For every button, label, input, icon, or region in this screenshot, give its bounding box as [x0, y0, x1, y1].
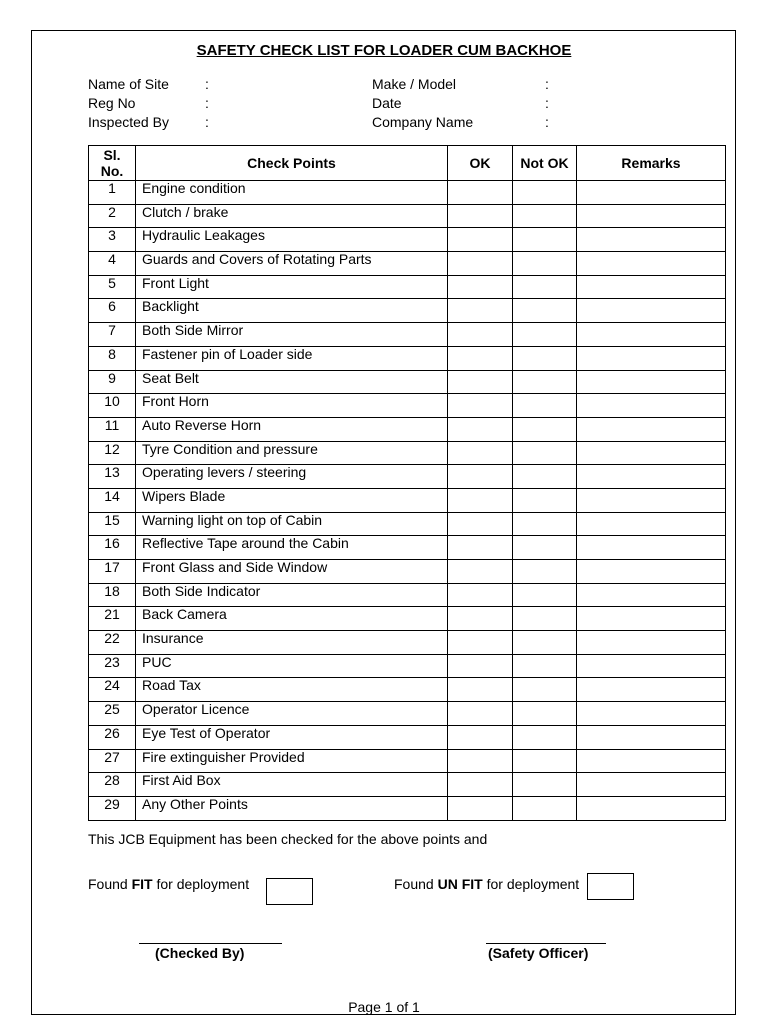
table-row: [89, 465, 726, 489]
row-remarks-cell[interactable]: [577, 346, 726, 370]
make-model-colon: :: [545, 76, 549, 92]
row-check-point: Clutch / brake: [136, 204, 448, 228]
row-remarks-cell[interactable]: [577, 275, 726, 299]
row-not-ok-cell[interactable]: [513, 181, 577, 205]
row-not-ok-cell[interactable]: [513, 346, 577, 370]
safety-officer-signature-line: [486, 943, 606, 944]
col-header-ok: OK: [448, 146, 513, 181]
row-not-ok-cell[interactable]: [513, 512, 577, 536]
row-not-ok-cell[interactable]: [513, 204, 577, 228]
table-row: [89, 394, 726, 418]
row-not-ok-cell[interactable]: [513, 252, 577, 276]
row-check-point: PUC: [136, 654, 448, 678]
row-number: 22: [89, 631, 136, 655]
col-header-not-ok: Not OK: [513, 146, 577, 181]
row-ok-cell[interactable]: [448, 441, 513, 465]
row-not-ok-cell[interactable]: [513, 631, 577, 655]
table-row: [89, 228, 726, 252]
row-number: 7: [89, 323, 136, 347]
unfit-label: Found UN FIT for deployment: [394, 876, 580, 892]
row-not-ok-cell[interactable]: [513, 678, 577, 702]
row-ok-cell[interactable]: [448, 725, 513, 749]
table-row: [89, 796, 726, 820]
reg-no-colon: :: [205, 95, 209, 111]
row-remarks-cell[interactable]: [577, 417, 726, 441]
row-check-point: Tyre Condition and pressure: [136, 441, 448, 465]
row-remarks-cell[interactable]: [577, 465, 726, 489]
row-ok-cell[interactable]: [448, 181, 513, 205]
row-check-point: Front Horn: [136, 394, 448, 418]
row-number: 6: [89, 299, 136, 323]
table-row: [89, 749, 726, 773]
row-not-ok-cell[interactable]: [513, 654, 577, 678]
row-number: 15: [89, 512, 136, 536]
footer-statement: This JCB Equipment has been checked for the above points and: [88, 831, 488, 847]
row-remarks-cell[interactable]: [577, 370, 726, 394]
row-not-ok-cell[interactable]: [513, 417, 577, 441]
row-number: 17: [89, 560, 136, 584]
name-of-site-colon: :: [205, 76, 209, 92]
fit-checkbox[interactable]: [266, 878, 313, 905]
row-check-point: Insurance: [136, 631, 448, 655]
row-number: 16: [89, 536, 136, 560]
row-number: 3: [89, 228, 136, 252]
row-ok-cell[interactable]: [448, 512, 513, 536]
row-number: 14: [89, 488, 136, 512]
company-name-colon: :: [545, 114, 549, 130]
row-check-point: Fastener pin of Loader side: [136, 346, 448, 370]
row-not-ok-cell[interactable]: [513, 560, 577, 584]
row-check-point: Fire extinguisher Provided: [136, 749, 448, 773]
row-remarks-cell[interactable]: [577, 181, 726, 205]
row-ok-cell[interactable]: [448, 702, 513, 726]
date-label: Date: [372, 95, 402, 111]
row-not-ok-cell[interactable]: [513, 488, 577, 512]
table-row: [89, 512, 726, 536]
page-number: Page 1 of 1: [348, 999, 420, 1015]
table-row: [89, 702, 726, 726]
row-number: 4: [89, 252, 136, 276]
table-row: [89, 275, 726, 299]
table-row: [89, 252, 726, 276]
table-row: [89, 678, 726, 702]
table-row: [89, 725, 726, 749]
table-header-row: [89, 146, 726, 181]
col-header-sl-no: Sl. No.: [89, 146, 136, 181]
row-ok-cell[interactable]: [448, 417, 513, 441]
row-not-ok-cell[interactable]: [513, 441, 577, 465]
row-remarks-cell[interactable]: [577, 749, 726, 773]
row-ok-cell[interactable]: [448, 607, 513, 631]
table-row: [89, 323, 726, 347]
row-remarks-cell[interactable]: [577, 560, 726, 584]
row-not-ok-cell[interactable]: [513, 773, 577, 797]
row-not-ok-cell[interactable]: [513, 725, 577, 749]
row-check-point: Auto Reverse Horn: [136, 417, 448, 441]
table-row: [89, 181, 726, 205]
row-remarks-cell[interactable]: [577, 536, 726, 560]
row-ok-cell[interactable]: [448, 394, 513, 418]
row-remarks-cell[interactable]: [577, 702, 726, 726]
row-ok-cell[interactable]: [448, 346, 513, 370]
table-row: [89, 346, 726, 370]
row-remarks-cell[interactable]: [577, 654, 726, 678]
row-ok-cell[interactable]: [448, 678, 513, 702]
row-number: 29: [89, 796, 136, 820]
row-not-ok-cell[interactable]: [513, 394, 577, 418]
table-row: [89, 583, 726, 607]
table-row: [89, 441, 726, 465]
row-not-ok-cell[interactable]: [513, 536, 577, 560]
row-number: 9: [89, 370, 136, 394]
row-check-point: Operator Licence: [136, 702, 448, 726]
row-remarks-cell[interactable]: [577, 512, 726, 536]
row-number: 13: [89, 465, 136, 489]
row-not-ok-cell[interactable]: [513, 583, 577, 607]
row-ok-cell[interactable]: [448, 370, 513, 394]
table-row: [89, 631, 726, 655]
inspected-by-colon: :: [205, 114, 209, 130]
inspected-by-label: Inspected By: [88, 114, 169, 130]
row-ok-cell[interactable]: [448, 536, 513, 560]
row-remarks-cell[interactable]: [577, 583, 726, 607]
row-number: 25: [89, 702, 136, 726]
row-number: 2: [89, 204, 136, 228]
row-ok-cell[interactable]: [448, 252, 513, 276]
row-check-point: Wipers Blade: [136, 488, 448, 512]
row-remarks-cell[interactable]: [577, 252, 726, 276]
checked-by-label: (Checked By): [155, 945, 245, 961]
row-check-point: Operating levers / steering: [136, 465, 448, 489]
row-not-ok-cell[interactable]: [513, 465, 577, 489]
row-number: 1: [89, 181, 136, 205]
table-row: [89, 370, 726, 394]
row-number: 8: [89, 346, 136, 370]
checked-by-signature-line: [139, 943, 282, 944]
row-remarks-cell[interactable]: [577, 607, 726, 631]
table-row: [89, 488, 726, 512]
row-remarks-cell[interactable]: [577, 299, 726, 323]
row-check-point: Front Light: [136, 275, 448, 299]
row-ok-cell[interactable]: [448, 323, 513, 347]
row-not-ok-cell[interactable]: [513, 228, 577, 252]
table-row: [89, 654, 726, 678]
row-check-point: Both Side Mirror: [136, 323, 448, 347]
row-check-point: Front Glass and Side Window: [136, 560, 448, 584]
row-ok-cell[interactable]: [448, 749, 513, 773]
row-remarks-cell[interactable]: [577, 204, 726, 228]
row-remarks-cell[interactable]: [577, 488, 726, 512]
row-ok-cell[interactable]: [448, 488, 513, 512]
row-ok-cell[interactable]: [448, 631, 513, 655]
row-check-point: Back Camera: [136, 607, 448, 631]
row-number: 27: [89, 749, 136, 773]
fit-label: Found FIT for deployment: [88, 876, 250, 892]
row-number: 12: [89, 441, 136, 465]
table-row: [89, 607, 726, 631]
table-row: [89, 536, 726, 560]
row-number: 5: [89, 275, 136, 299]
row-check-point: Guards and Covers of Rotating Parts: [136, 252, 448, 276]
row-check-point: Eye Test of Operator: [136, 725, 448, 749]
row-check-point: Any Other Points: [136, 796, 448, 820]
col-header-check-points: Check Points: [136, 146, 448, 181]
document-title: SAFETY CHECK LIST FOR LOADER CUM BACKHOE: [196, 42, 572, 59]
row-check-point: Warning light on top of Cabin: [136, 512, 448, 536]
safety-officer-label: (Safety Officer): [488, 945, 589, 961]
row-remarks-cell[interactable]: [577, 394, 726, 418]
row-ok-cell[interactable]: [448, 228, 513, 252]
row-remarks-cell[interactable]: [577, 323, 726, 347]
row-not-ok-cell[interactable]: [513, 607, 577, 631]
row-not-ok-cell[interactable]: [513, 275, 577, 299]
checklist-table: [88, 145, 726, 821]
col-header-remarks: Remarks: [577, 146, 726, 181]
unfit-checkbox[interactable]: [587, 873, 634, 900]
row-number: 10: [89, 394, 136, 418]
table-row: [89, 560, 726, 584]
row-number: 26: [89, 725, 136, 749]
row-number: 24: [89, 678, 136, 702]
name-of-site-label: Name of Site: [88, 76, 169, 92]
row-check-point: Both Side Indicator: [136, 583, 448, 607]
row-number: 21: [89, 607, 136, 631]
row-remarks-cell[interactable]: [577, 631, 726, 655]
row-number: 11: [89, 417, 136, 441]
row-remarks-cell[interactable]: [577, 441, 726, 465]
row-check-point: Seat Belt: [136, 370, 448, 394]
row-remarks-cell[interactable]: [577, 228, 726, 252]
row-ok-cell[interactable]: [448, 773, 513, 797]
table-row: [89, 773, 726, 797]
row-not-ok-cell[interactable]: [513, 796, 577, 820]
row-not-ok-cell[interactable]: [513, 370, 577, 394]
table-row: [89, 299, 726, 323]
row-remarks-cell[interactable]: [577, 796, 726, 820]
row-ok-cell[interactable]: [448, 583, 513, 607]
date-colon: :: [545, 95, 549, 111]
row-not-ok-cell[interactable]: [513, 749, 577, 773]
table-row: [89, 417, 726, 441]
row-check-point: Hydraulic Leakages: [136, 228, 448, 252]
reg-no-label: Reg No: [88, 95, 136, 111]
row-not-ok-cell[interactable]: [513, 299, 577, 323]
table-row: [89, 204, 726, 228]
row-check-point: Reflective Tape around the Cabin: [136, 536, 448, 560]
row-remarks-cell[interactable]: [577, 725, 726, 749]
row-check-point: First Aid Box: [136, 773, 448, 797]
row-remarks-cell[interactable]: [577, 678, 726, 702]
row-number: 18: [89, 583, 136, 607]
row-ok-cell[interactable]: [448, 204, 513, 228]
row-number: 28: [89, 773, 136, 797]
row-check-point: Backlight: [136, 299, 448, 323]
row-not-ok-cell[interactable]: [513, 323, 577, 347]
make-model-label: Make / Model: [372, 76, 457, 92]
row-ok-cell[interactable]: [448, 299, 513, 323]
row-ok-cell[interactable]: [448, 465, 513, 489]
row-remarks-cell[interactable]: [577, 773, 726, 797]
row-ok-cell[interactable]: [448, 796, 513, 820]
company-name-label: Company Name: [372, 114, 474, 130]
row-not-ok-cell[interactable]: [513, 702, 577, 726]
row-check-point: Engine condition: [136, 181, 448, 205]
row-ok-cell[interactable]: [448, 560, 513, 584]
row-number: 23: [89, 654, 136, 678]
row-ok-cell[interactable]: [448, 275, 513, 299]
row-check-point: Road Tax: [136, 678, 448, 702]
row-ok-cell[interactable]: [448, 654, 513, 678]
